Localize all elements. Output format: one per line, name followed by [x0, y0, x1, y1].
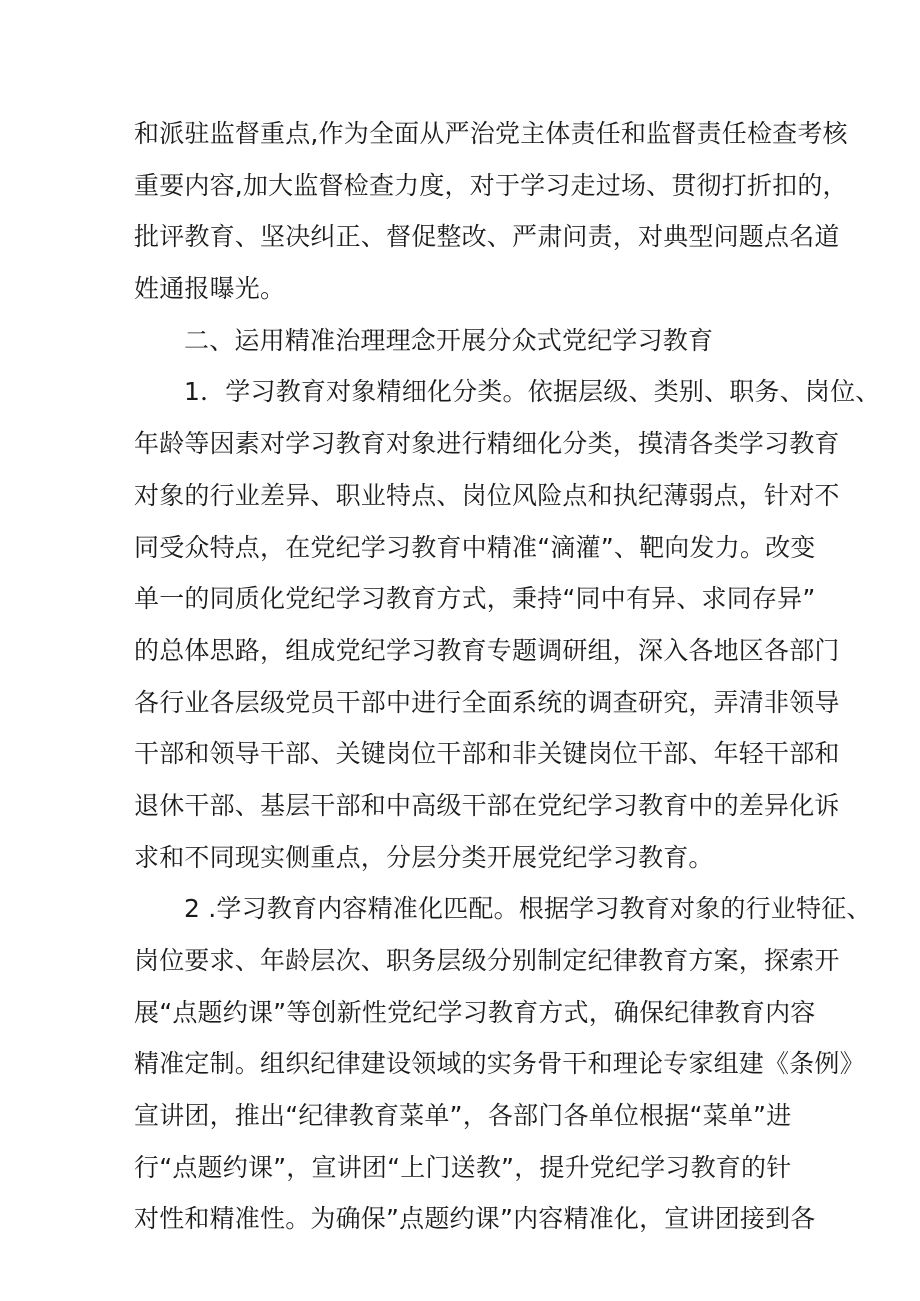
body-line-9: 同受众特点，在党纪学习教育中精准“滴灌”、靶向发力。改变 — [134, 532, 816, 562]
body-line-13: 干部和领导干部、关键岗位干部和非关键岗位干部、年轻干部和 — [134, 739, 840, 769]
body-line-22: 对性和精准性。为确保”点题约课”内容精准化，宣讲团接到各 — [134, 1204, 816, 1234]
body-line-8: 对象的行业差异、职业特点、岗位风险点和执纪薄弱点，针对不 — [134, 480, 840, 510]
body-line-11: 的总体思路，组成党纪学习教育专题调研组，深入各地区各部门 — [134, 635, 840, 665]
body-line-17: 岗位要求、年龄层次、职务层级分别制定纪律教育方案，探索开 — [134, 946, 840, 975]
body-line-3: 批评教育、坚决纠正、督促整改、严肃问责，对典型问题点名道 — [134, 222, 840, 252]
body-line-20: 宣讲团，推出“纪律教育菜单”，各部门各单位根据“菜单”进 — [134, 1101, 792, 1131]
body-line-12: 各行业各层级党员干部中进行全面系统的调查研究，弄清非领导 — [134, 687, 840, 717]
body-line-10: 单一的同质化党纪学习教育方式，秉持“同中有异、求同存异” — [134, 584, 816, 614]
section-heading: 二、运用精准治理理念开展分众式党纪学习教育 — [184, 325, 714, 355]
body-line-21: 行“点题约课”，宣讲团“上门送教”，提升党纪学习教育的针 — [134, 1152, 792, 1182]
subsection-2-first-line: 2 .学习教育内容精准化匹配。根据学习教育对象的行业特征、 — [184, 894, 872, 924]
body-line-18: 展“点题约课”等创新性党纪学习教育方式，确保纪律教育内容 — [134, 997, 816, 1027]
body-line-2: 重要内容,加大监督检查力度，对于学习走过场、贯彻打折扣的， — [134, 170, 848, 200]
body-line-19: 精准定制。组织纪律建设领域的实务骨干和理论专家组建《条例》 — [134, 1049, 865, 1079]
document-body — [134, 108, 881, 1245]
body-line-14: 退休干部、基层干部和中高级干部在党纪学习教育中的差异化诉 — [134, 790, 840, 820]
body-line-15: 求和不同现实侧重点，分层分类开展党纪学习教育。 — [134, 842, 714, 872]
body-line-4: 姓通报曝光。 — [134, 274, 286, 304]
body-line-7: 年龄等因素对学习教育对象进行精细化分类，摸清各类学习教育 — [134, 429, 840, 459]
body-line-1: 和派驻监督重点,作为全面从严治党主体责任和监督责任检查考核 — [134, 119, 848, 148]
subsection-1-first-line: 1．学习教育对象精细化分类。依据层级、类别、职务、岗位、 — [184, 377, 881, 407]
